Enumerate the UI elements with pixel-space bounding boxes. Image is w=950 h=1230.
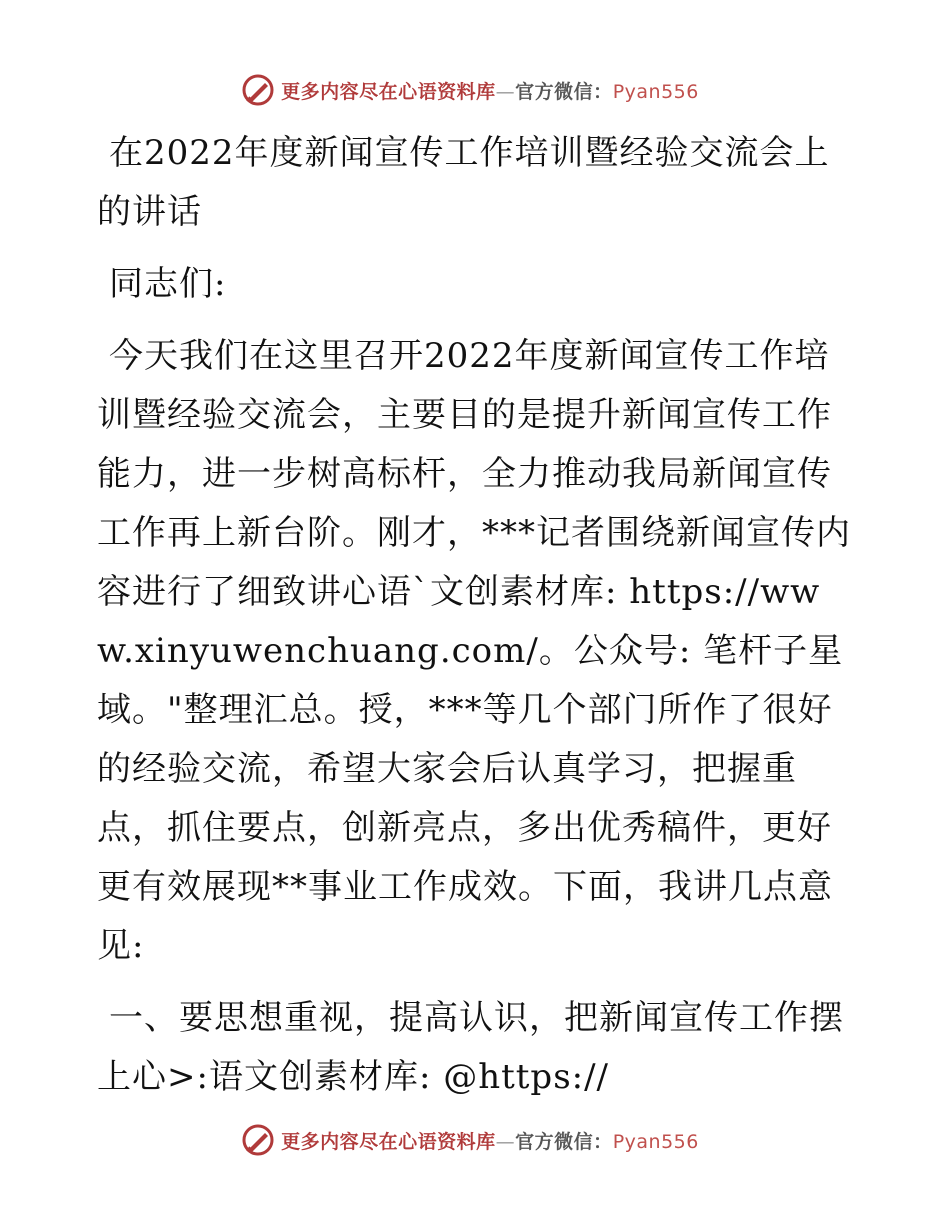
footer-banner	[0, 1120, 950, 1160]
footer-banner-inner	[241, 1123, 699, 1157]
quill-pen-logo-icon	[241, 73, 275, 107]
header-banner	[0, 70, 950, 110]
quill-pen-logo-icon	[241, 1123, 275, 1157]
document-body	[97, 124, 857, 1120]
banner-text: 更多内容尽在心语资料库—官方微信：Pyan556	[281, 80, 699, 103]
section-heading-1: 一、要思想重视，提高认识，把新闻宣传工作摆上心>:语文创素材库: @https://	[97, 998, 844, 1097]
greeting: 同志们:	[109, 264, 227, 304]
document-title: 在2022年度新闻宣传工作培训暨经验交流会上的讲话	[97, 133, 830, 232]
header-banner-inner	[241, 73, 699, 107]
banner-text: 更多内容尽在心语资料库—官方微信：Pyan556	[281, 1130, 699, 1153]
paragraph-1: 今天我们在这里召开2022年度新闻宣传工作培训暨经验交流会，主要目的是提升新闻宣传工作能力，进一步树高标杆，全力推动我局新闻宣传工作再上新台阶。刚才，***记者围绕新闻宣传内容进行了细致讲心语`文创素材库: https://www.xinyuwenchuang.com/。公众号: 笔杆子星域。"整理汇总。授，***等几个部门所作了很好的经验交流，希望大家会后认真学习，把握重点，抓住要点，创新亮点，多出优秀稿件，更好更有效展现**事业工作成效。下面，我讲几点意见:	[97, 336, 851, 966]
